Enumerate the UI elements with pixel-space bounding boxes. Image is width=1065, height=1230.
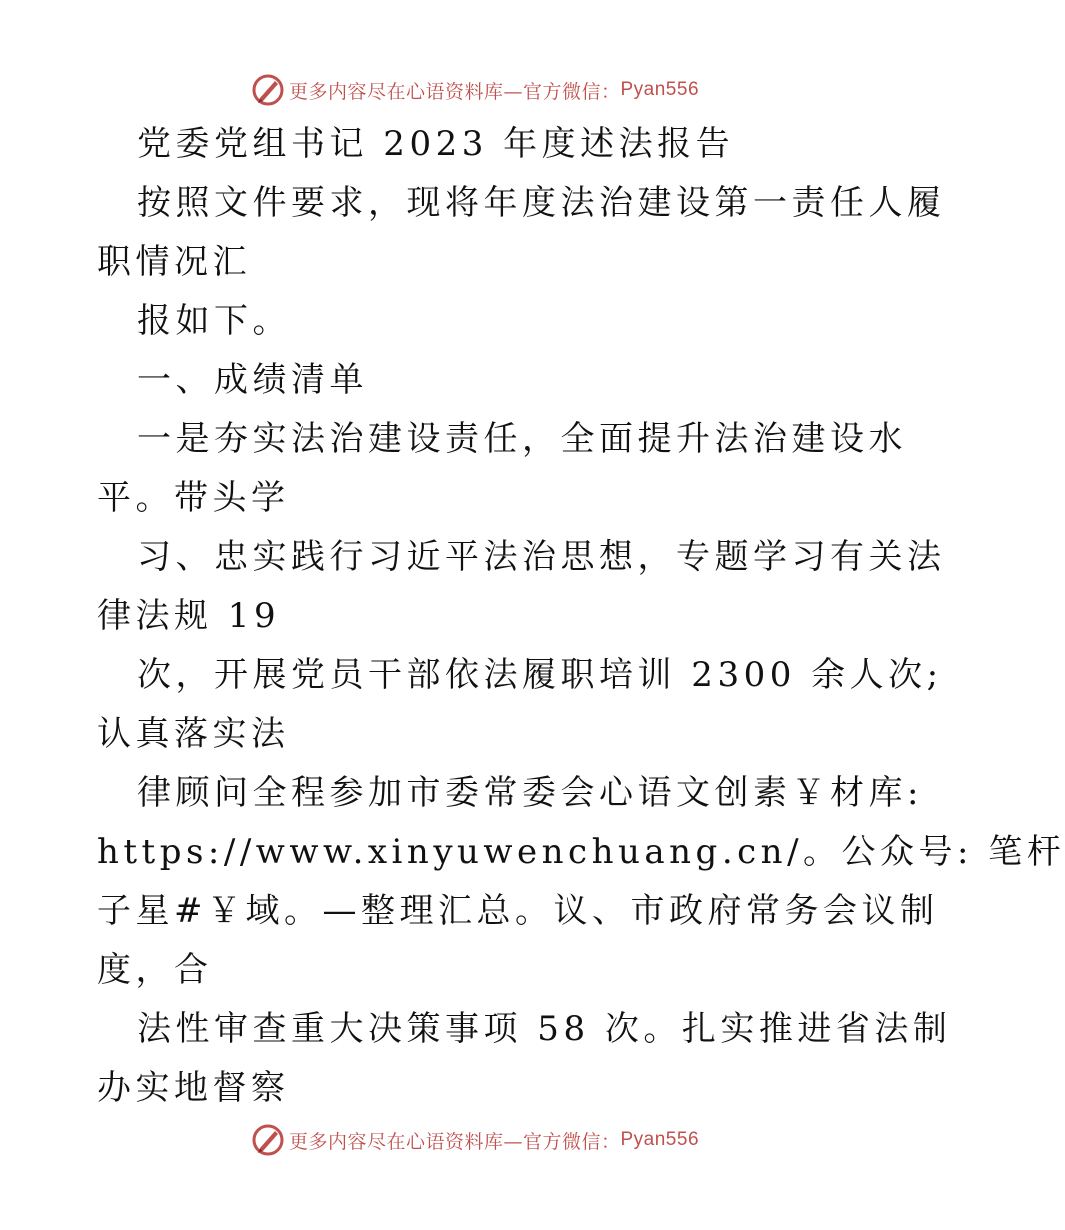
text-line: 职情况汇 [97,242,251,282]
text-line: 平。带头学 [97,478,290,518]
text-line: 律顾问全程参加市委常委会心语文创素￥材库: [137,773,923,813]
text-line: 党委党组书记 2023 年度述法报告 [137,124,735,164]
watermark-id: Pyan556 [620,1129,700,1150]
text-line: 习、忠实践行习近平法治思想，专题学习有关法 [137,537,946,577]
pen-logo-icon [251,1123,285,1157]
text-line: 法性审查重大决策事项 58 次。扎实推进省法制 [137,1009,952,1049]
header-watermark [0,70,950,110]
text-line: 一、成绩清单 [137,360,368,400]
text-line: 律法规 19 [97,596,281,636]
text-line: 认真落实法 [97,714,290,754]
text-line: 按照文件要求，现将年度法治建设第一责任人履 [137,183,946,223]
text-line: 次，开展党员干部依法履职培训 2300 余人次; [137,655,943,695]
pen-logo-icon [251,73,285,107]
text-line: 度，合 [97,950,213,990]
watermark-id: Pyan556 [620,79,700,100]
text-line: 报如下。 [137,301,291,341]
text-line: 一是夯实法治建设责任，全面提升法治建设水 [137,419,907,459]
text-line: 办实地督察 [97,1068,290,1108]
document-body [97,115,1065,1118]
footer-watermark [0,1120,950,1160]
watermark-text: 更多内容尽在心语资料库—官方微信： [288,80,621,103]
watermark-text: 更多内容尽在心语资料库—官方微信： [288,1130,621,1153]
text-line: 子星#￥域。—整理汇总。议、市政府常务会议制 [97,891,939,931]
text-line: https://www.xinyuwenchuang.cn/。公众号: 笔杆 [97,832,1065,872]
